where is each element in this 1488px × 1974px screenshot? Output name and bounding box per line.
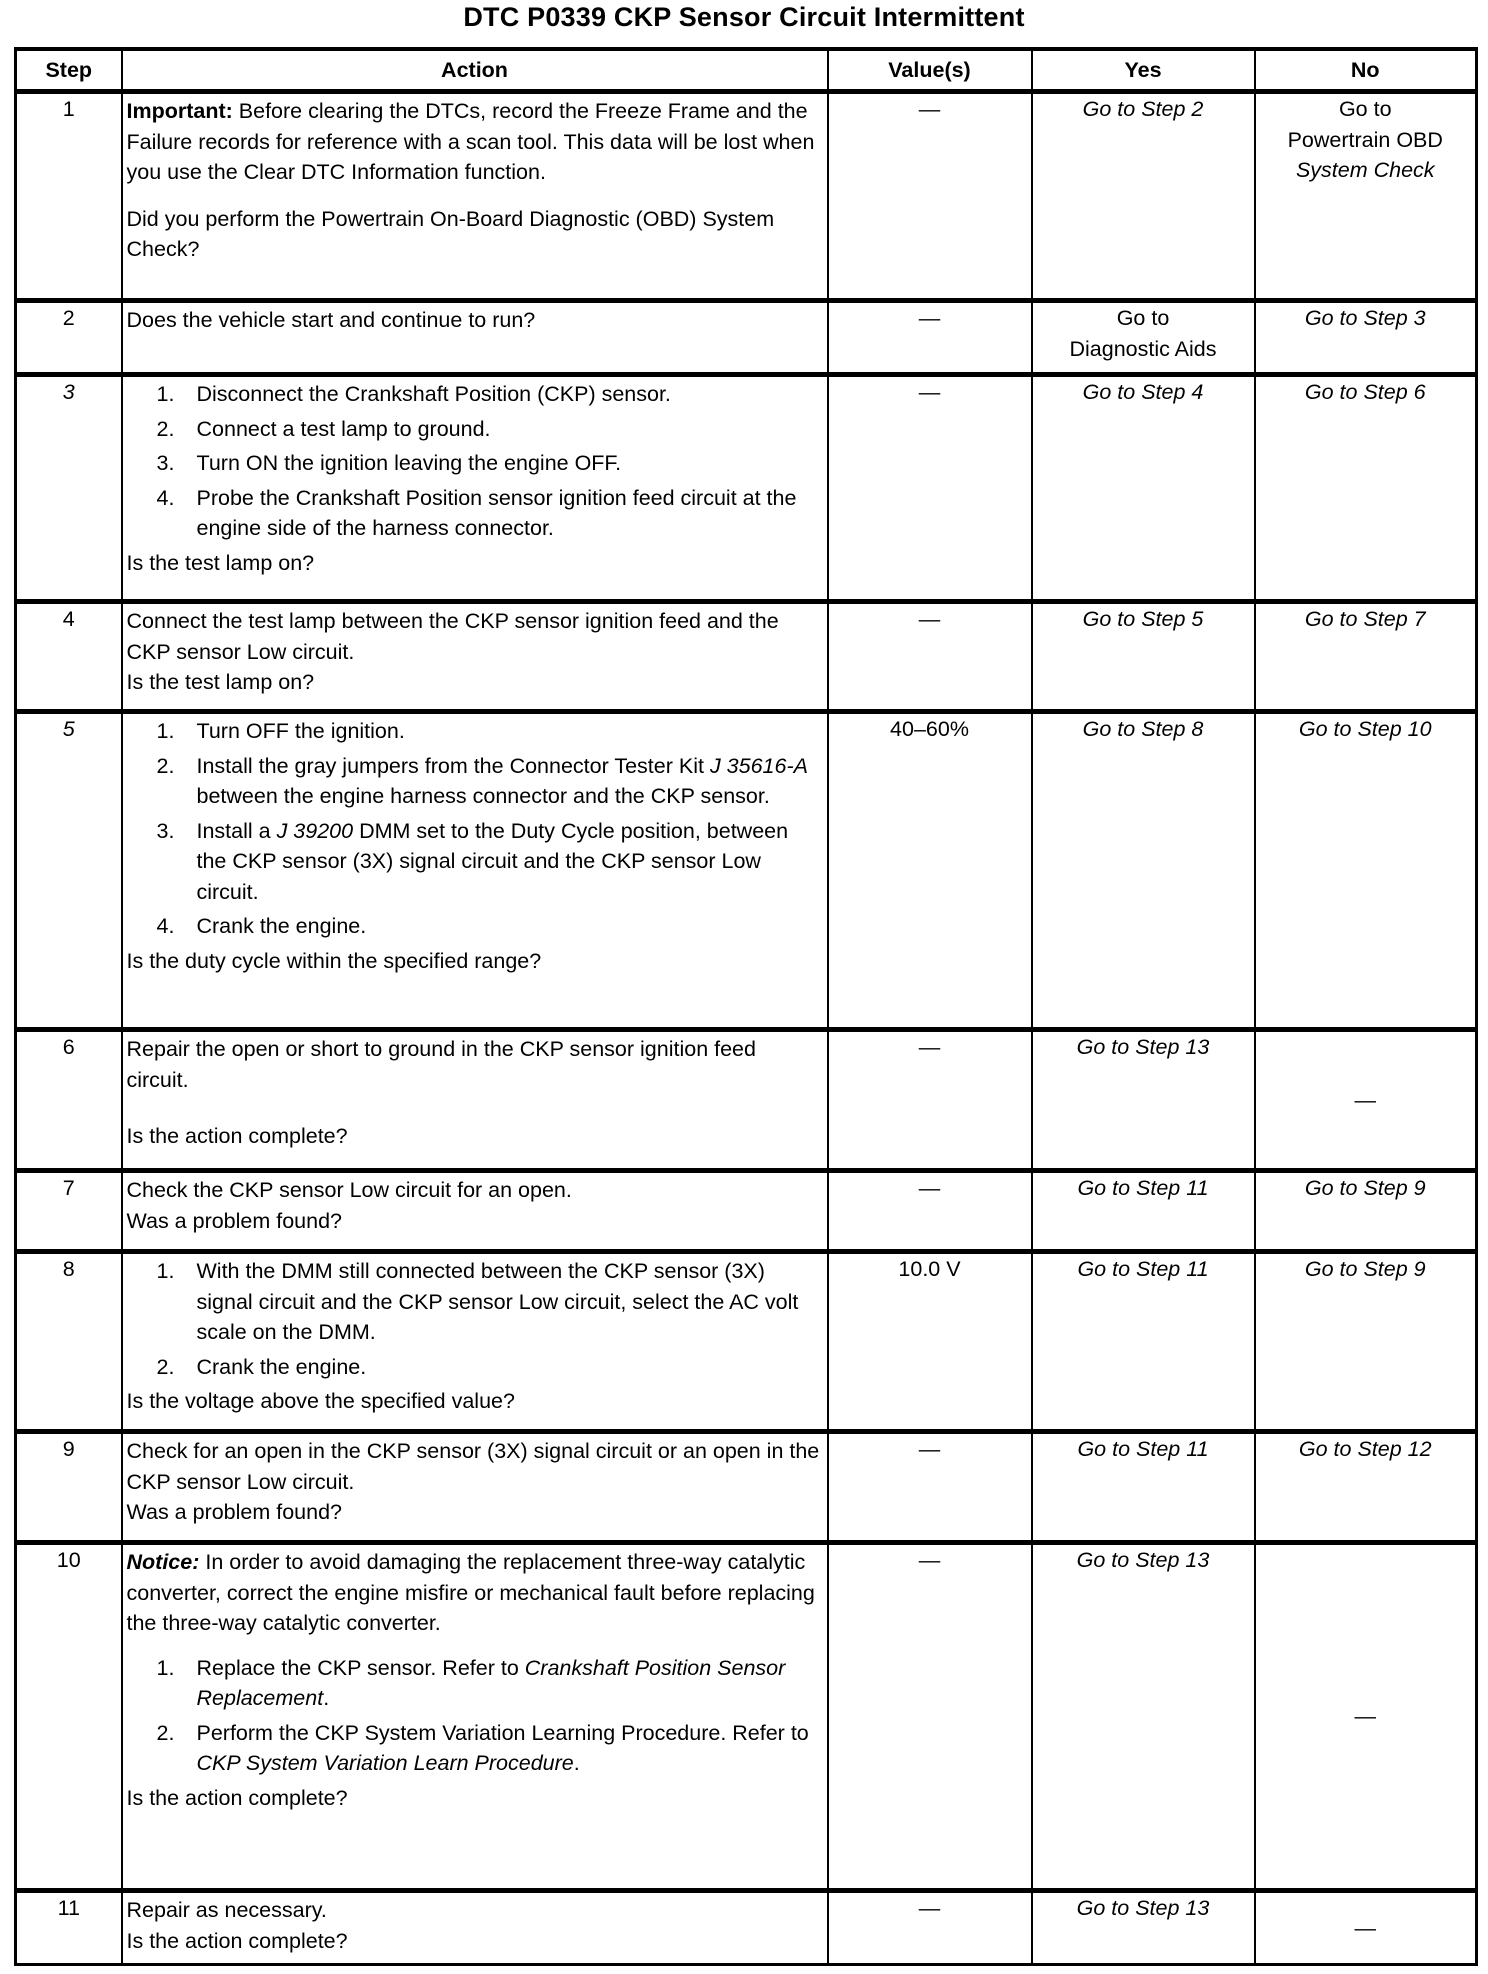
important-label: Important: — [126, 99, 233, 123]
action-question: Did you perform the Powertrain On-Board Diagnostic (OBD) System Check? — [126, 206, 775, 261]
no-link[interactable]: Go to Step 3 — [1255, 301, 1477, 375]
table-row — [16, 1252, 1477, 1432]
value-cell: 40–60% — [828, 712, 1032, 1030]
no-link[interactable]: Go to Step 9 — [1255, 1252, 1477, 1432]
procedure-item: 4. Probe the Crankshaft Position sensor ignition feed circuit at the engine side of the harness connector. — [156, 485, 797, 540]
table-row — [16, 375, 1477, 602]
step-number: 4 — [16, 602, 122, 712]
column-header-step: Step — [16, 49, 122, 92]
table-row — [16, 1891, 1477, 1965]
action-question: Was a problem found? — [126, 1500, 343, 1524]
yes-link[interactable]: Go to Step 8 — [1032, 712, 1255, 1030]
no-link[interactable]: Go to Step 10 — [1255, 712, 1477, 1030]
procedure-reference-link[interactable]: CKP System Variation Learn Procedure — [196, 1751, 574, 1775]
no-value: — — [1255, 1891, 1477, 1965]
no-value: — — [1255, 1030, 1477, 1171]
table-row — [16, 1432, 1477, 1543]
action-text: Repair the open or short to ground in the CKP sensor ignition feed circuit. — [126, 1037, 756, 1092]
column-header-yes: Yes — [1032, 49, 1255, 92]
action-question: Is the duty cycle within the specified range? — [126, 948, 542, 973]
notice-text: In order to avoid damaging the replacement three-way catalytic converter, correct the engine misfire or mechanical fault before replacing the three-way catalytic converter. — [126, 1550, 815, 1635]
important-note — [127, 96, 821, 188]
procedure-list — [127, 1653, 821, 1779]
action-cell — [122, 1030, 828, 1171]
procedure-item: 3. Turn ON the ignition leaving the engine OFF. — [156, 451, 622, 475]
procedure-item: 4. Crank the engine. — [156, 914, 367, 938]
no-link-line: Go to — [1338, 97, 1392, 121]
action-question: Is the test lamp on? — [126, 670, 315, 694]
action-text: Check for an open in the CKP sensor (3X) signal circuit or an open in the CKP sensor Low circuit. — [126, 1439, 820, 1494]
table-row — [16, 1030, 1477, 1171]
procedure-item: 2. Perform the CKP System Variation Learning Procedure. Refer to CKP System Variation Learn Procedure. — [156, 1720, 809, 1775]
column-header-values: Value(s) — [828, 49, 1032, 92]
value-cell: 10.0 V — [828, 1252, 1032, 1432]
yes-link[interactable]: Go to Step 2 — [1032, 92, 1255, 301]
action-question: Does the vehicle start and continue to run? — [126, 308, 536, 332]
action-cell — [122, 1543, 828, 1891]
table-header-row — [16, 49, 1477, 92]
yes-link[interactable]: Go to Step 13 — [1032, 1030, 1255, 1171]
procedure-item: 2. Install the gray jumpers from the Connector Tester Kit J 35616-A between the engine harness connector and the CKP sensor. — [156, 753, 808, 808]
table-row — [16, 92, 1477, 301]
action-text: Check the CKP sensor Low circuit for an open. — [126, 1178, 572, 1202]
value-cell: — — [828, 1891, 1032, 1965]
step-number: 3 — [16, 375, 122, 602]
no-link[interactable] — [1255, 92, 1477, 301]
procedure-item: 2. Connect a test lamp to ground. — [156, 416, 491, 441]
action-question: Is the test lamp on? — [126, 550, 315, 575]
yes-link[interactable]: Go to Step 11 — [1032, 1432, 1255, 1543]
table-row — [16, 712, 1477, 1030]
procedure-reference-link[interactable]: Crankshaft Position Sensor Replacement — [196, 1655, 786, 1710]
table-row — [16, 602, 1477, 712]
diagnostic-table — [14, 47, 1478, 1966]
procedure-item: 2. Crank the engine. — [156, 1354, 367, 1379]
action-text: Connect the test lamp between the CKP sensor ignition feed and the CKP sensor Low circuit. — [126, 609, 779, 664]
procedure-list — [127, 379, 821, 544]
yes-link[interactable]: Go to Step 11 — [1032, 1171, 1255, 1252]
action-question: Is the action complete? — [126, 1785, 348, 1810]
table-row — [16, 301, 1477, 375]
step-number: 6 — [16, 1030, 122, 1171]
yes-link-line: Diagnostic Aids — [1069, 336, 1217, 361]
action-cell — [122, 712, 828, 1030]
action-cell — [122, 1891, 828, 1965]
procedure-item: 1. Disconnect the Crankshaft Position (CKP) sensor. — [156, 382, 671, 406]
value-cell: — — [828, 301, 1032, 375]
action-cell — [122, 375, 828, 602]
yes-link[interactable]: Go to Step 13 — [1032, 1891, 1255, 1965]
value-cell: — — [828, 1432, 1032, 1543]
yes-link[interactable]: Go to Step 4 — [1032, 375, 1255, 602]
value-cell: — — [828, 1171, 1032, 1252]
action-question: Is the action complete? — [126, 1928, 348, 1953]
procedure-item: 1. Replace the CKP sensor. Refer to Crankshaft Position Sensor Replacement. — [156, 1655, 786, 1710]
action-cell — [122, 92, 828, 301]
table-row — [16, 1543, 1477, 1891]
step-number: 9 — [16, 1432, 122, 1543]
step-number: 7 — [16, 1171, 122, 1252]
tool-reference: J 35616-A — [709, 753, 808, 778]
procedure-item: 3. Install a J 39200 DMM set to the Duty Cycle position, between the CKP sensor (3X) signal circuit and the CKP sensor Low circuit. — [156, 818, 789, 904]
important-text: Before clearing the DTCs, record the Freeze Frame and the Failure records for reference with a scan tool. This data will be lost when you use the Clear DTC Information function. — [126, 99, 815, 184]
table-row — [16, 1171, 1477, 1252]
yes-link[interactable]: Go to Step 5 — [1032, 602, 1255, 712]
column-header-no: No — [1255, 49, 1477, 92]
yes-link[interactable]: Go to Step 11 — [1032, 1252, 1255, 1432]
no-link[interactable]: Go to Step 9 — [1255, 1171, 1477, 1252]
step-number: 8 — [16, 1252, 122, 1432]
procedure-list — [127, 1256, 821, 1382]
notice-label: Notice: — [126, 1550, 200, 1574]
notice-note — [127, 1547, 821, 1639]
action-text: Repair as necessary. — [126, 1898, 327, 1922]
step-number: 11 — [16, 1891, 122, 1965]
no-link[interactable]: Go to Step 6 — [1255, 375, 1477, 602]
no-link-line: System Check — [1295, 158, 1435, 182]
step-number: 10 — [16, 1543, 122, 1891]
action-cell — [122, 602, 828, 712]
yes-link[interactable] — [1032, 301, 1255, 375]
action-cell — [122, 301, 828, 375]
step-number: 2 — [16, 301, 122, 375]
no-link[interactable]: Go to Step 12 — [1255, 1432, 1477, 1543]
value-cell: — — [828, 375, 1032, 602]
action-question: Is the voltage above the specified value? — [126, 1389, 515, 1413]
procedure-list — [127, 716, 821, 942]
page-title: DTC P0339 CKP Sensor Circuit Intermittent — [463, 2, 1025, 32]
action-cell — [122, 1252, 828, 1432]
yes-link[interactable]: Go to Step 13 — [1032, 1543, 1255, 1891]
action-question: Is the action complete? — [126, 1124, 348, 1148]
no-link-line: Powertrain OBD — [1287, 127, 1443, 152]
procedure-item: 1. Turn OFF the ignition. — [156, 719, 405, 743]
action-question: Was a problem found? — [126, 1208, 343, 1233]
value-cell: — — [828, 602, 1032, 712]
action-cell — [122, 1432, 828, 1543]
procedure-item: 1. With the DMM still connected between the CKP sensor (3X) signal circuit and the CKP sensor Low circuit, select the AC volt scale on the DMM. — [156, 1259, 799, 1344]
value-cell: — — [828, 1543, 1032, 1891]
no-value: — — [1255, 1543, 1477, 1891]
value-cell: — — [828, 1030, 1032, 1171]
tool-reference: J 39200 — [276, 818, 354, 843]
action-cell — [122, 1171, 828, 1252]
step-number: 5 — [16, 712, 122, 1030]
column-header-action: Action — [122, 49, 828, 92]
step-number: 1 — [16, 92, 122, 301]
value-cell: — — [828, 92, 1032, 301]
yes-link-line: Go to — [1116, 306, 1170, 330]
no-link[interactable]: Go to Step 7 — [1255, 602, 1477, 712]
